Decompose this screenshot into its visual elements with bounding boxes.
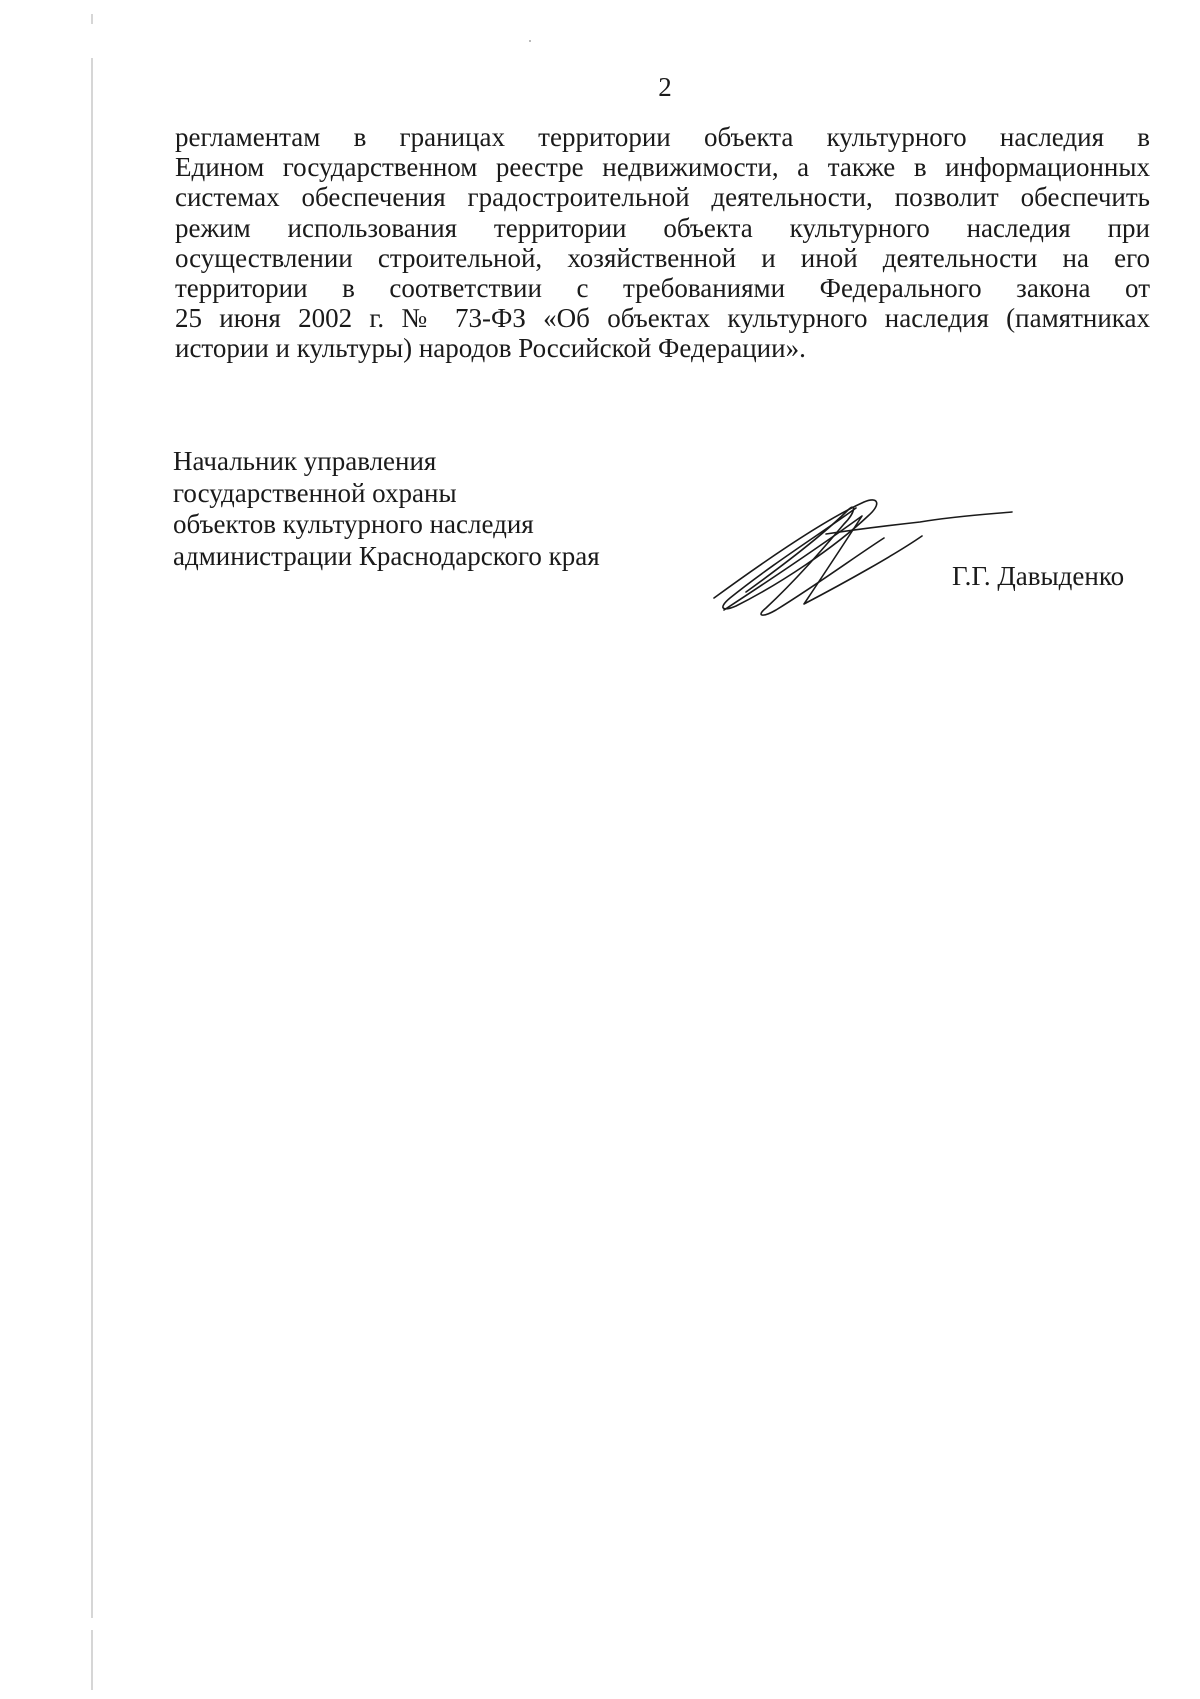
body-line: осуществлении строительной, хозяйственной и иной деятельности на его — [175, 242, 1150, 273]
signatory-title-line: администрации Краснодарского края — [173, 540, 600, 571]
scan-edge-line — [91, 58, 93, 1618]
body-line: 25 июня 2002 г. № 73-ФЗ «Об объектах культурного наследия (памятниках — [175, 303, 1150, 334]
body-line: регламентам в границах территории объекта культурного наследия в — [175, 122, 1150, 152]
body-line: системах обеспечения градостроительной деятельности, позволит обеспечить — [175, 182, 1150, 213]
scan-artifact-dot — [529, 40, 531, 42]
signatory-title-line: объектов культурного наследия — [173, 509, 534, 539]
signatory-name: Г.Г. Давыденко — [952, 561, 1125, 591]
body-line: режим использования территории объекта культурного наследия при — [175, 212, 1150, 243]
body-line: истории и культуры) народов Российской Федерации». — [175, 333, 806, 364]
signatory-title-line: Начальник управления — [173, 446, 437, 476]
signatory-title — [173, 446, 633, 572]
body-line: Едином государственном реестре недвижимости, а также в информационных — [175, 152, 1150, 183]
scan-edge-mark — [91, 1630, 93, 1690]
signature-stroke — [826, 512, 1012, 534]
page-number: 2 — [658, 72, 672, 102]
scan-edge-mark — [91, 14, 93, 24]
signatory-title-line: государственной охраны — [173, 477, 457, 508]
handwritten-signature — [706, 494, 1016, 620]
body-paragraph — [175, 122, 1150, 364]
body-line: территории в соответствии с требованиями Федерального закона от — [175, 273, 1150, 304]
